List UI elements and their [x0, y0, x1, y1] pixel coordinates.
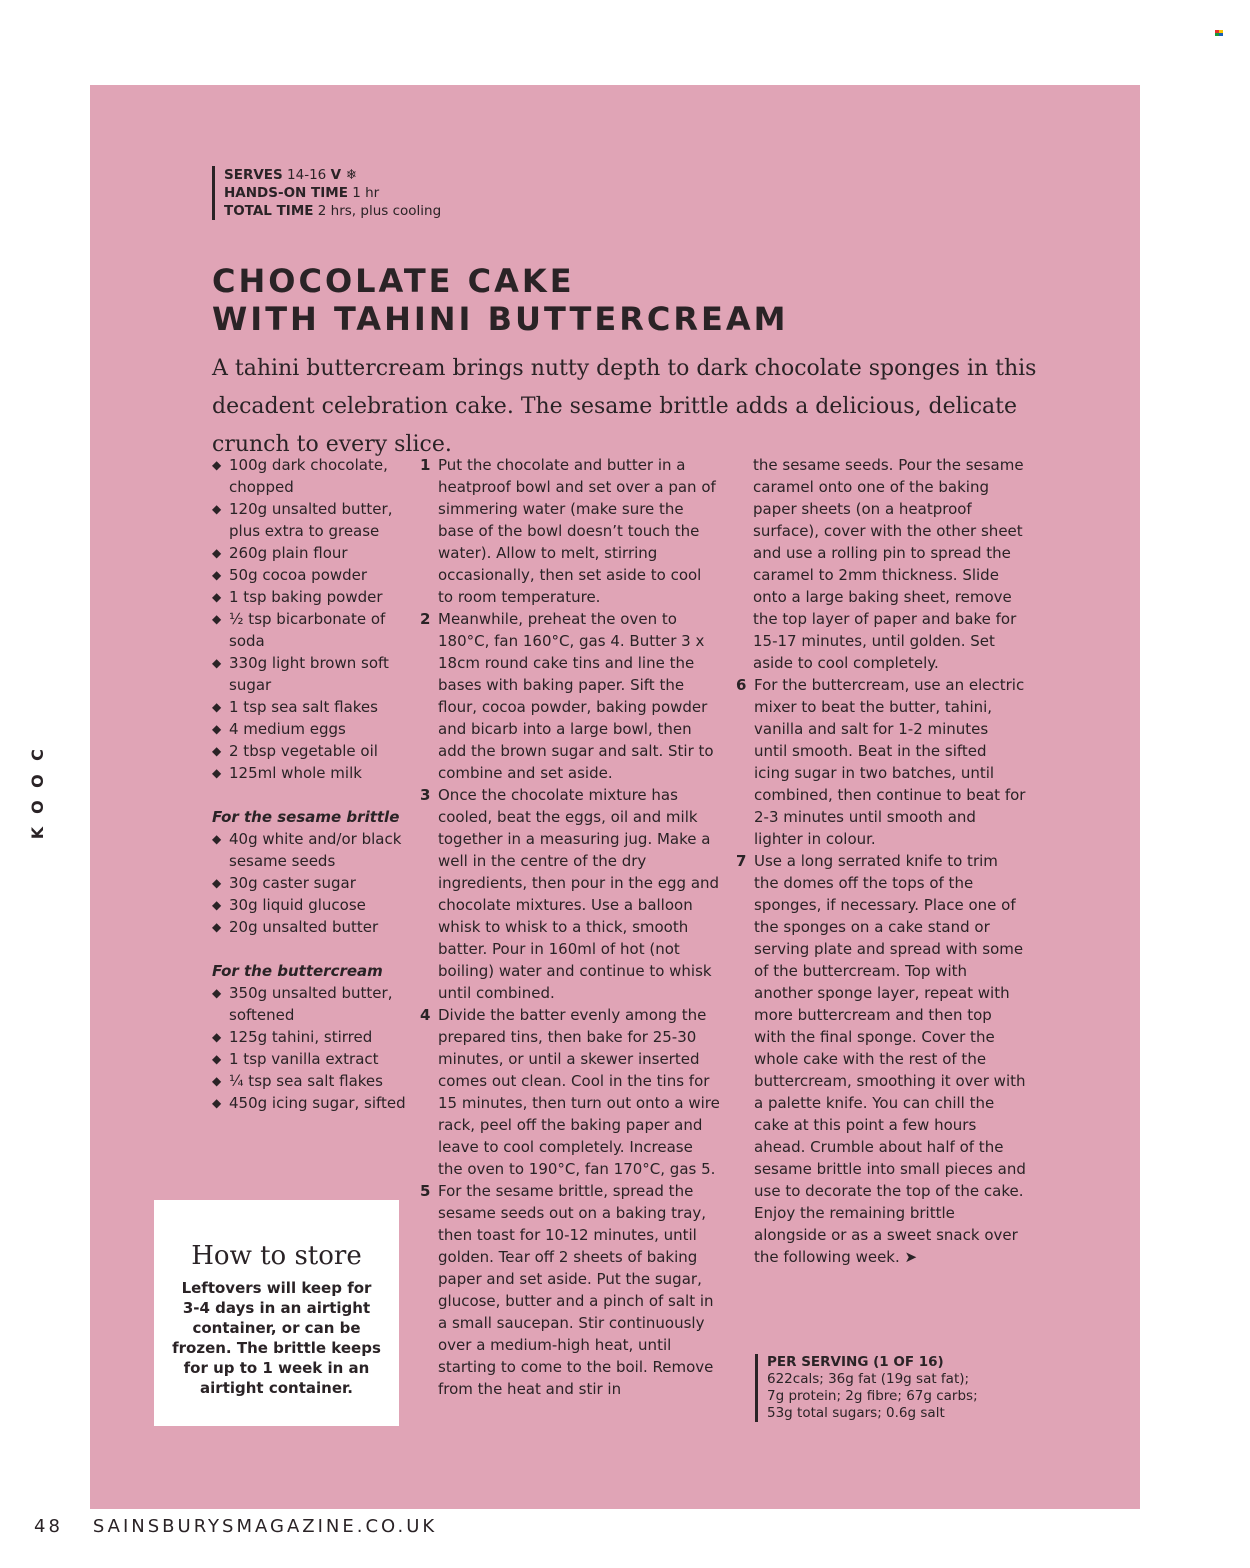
recipe-intro: A tahini buttercream brings nutty depth to dark chocolate sponges in this decadent celebration cake. The sesame brittle adds a delicious, delicate crunch to every slice.	[212, 356, 1037, 457]
step-5-continued: the sesame seeds. Pour the sesame caramel onto one of the baking paper sheets (on a heatproof surface), cover with the other sheet and use a rolling pin to spread the caramel to 2mm thickness. Slide onto a large baking sheet, remove the top layer of paper and bake for 15-17 minutes, until golden. Set aside to cool completely.	[753, 456, 1024, 672]
ingredient-item: ◆ 2 tbsp vegetable oil	[212, 740, 407, 762]
ingredient-item: ◆ 260g plain flour	[212, 542, 407, 564]
step-text: For the buttercream, use an electric mixer to beat the butter, tahini, vanilla and salt for 1-2 minutes until smooth. Beat in the sifted icing sugar in two batches, until combined, then continue to beat for 2-3 minutes until smooth and lighter in colour.	[754, 676, 1026, 848]
method-column-1	[420, 454, 720, 1400]
section-label	[28, 742, 50, 846]
page-footer	[34, 1516, 437, 1537]
step-text: Divide the batter evenly among the prepared tins, then bake for 25-30 minutes, or until a skewer inserted comes out clean. Cool in the tins for 15 minutes, then turn out onto a wire rack, peel off the baking paper and leave to cool completely. Increase the oven to 190°C, fan 170°C, gas 5.	[438, 1006, 720, 1178]
ingredient-item: ◆ 1 tsp sea salt flakes	[212, 696, 407, 718]
ingredient-item: ◆ 100g dark chocolate, chopped	[212, 454, 407, 498]
ingredient-item: ◆ 40g white and/or black sesame seeds	[212, 828, 407, 872]
nutrition-line-3: 53g total sugars; 0.6g salt	[767, 1405, 945, 1421]
ingredient-item: ◆ 1 tsp vanilla extract	[212, 1048, 407, 1070]
step-number: 6	[736, 676, 747, 694]
method-step	[736, 674, 1026, 850]
step-text: Once the chocolate mixture has cooled, beat the eggs, oil and milk together in a measuring jug. Make a well in the centre of the dry ingredients, then pour in the egg and chocolate mixtures. Use a balloon whisk to whisk to a thick, smooth batter. Pour in 160ml of hot (not boiling) water and continue to whisk until combined.	[438, 786, 720, 1002]
buttercream-heading: For the buttercream	[212, 962, 383, 980]
ingredient-item: ◆ 120g unsalted butter, plus extra to grease	[212, 498, 407, 542]
nutrition-line-1: 622cals; 36g fat (19g sat fat);	[767, 1371, 970, 1387]
ingredient-item: ◆ 450g icing sugar, sifted	[212, 1092, 407, 1114]
total-time-value: 2 hrs, plus cooling	[317, 203, 442, 219]
recipe-meta	[212, 166, 441, 220]
page-number: 48	[34, 1516, 63, 1537]
step-number: 1	[420, 456, 431, 474]
section-letter: O	[28, 774, 47, 788]
hands-on-value: 1 hr	[352, 185, 380, 201]
ingredients-column	[212, 454, 407, 1114]
nutrition-info	[755, 1354, 978, 1422]
ingredient-item: ◆ 125g tahini, stirred	[212, 1026, 407, 1048]
corner-flag-icon	[1215, 30, 1224, 37]
method-step	[736, 850, 1026, 1268]
ingredient-item: ◆ 30g caster sugar	[212, 872, 407, 894]
brittle-heading: For the sesame brittle	[212, 808, 400, 826]
step-number: 7	[736, 852, 747, 870]
step-number: 3	[420, 786, 431, 804]
serves-label: SERVES	[224, 167, 283, 183]
hands-on-label: HANDS-ON TIME	[224, 185, 348, 201]
method-step	[420, 454, 720, 608]
buttercream-list	[212, 982, 407, 1114]
ingredient-item: ◆ 330g light brown soft sugar	[212, 652, 407, 696]
step-number: 2	[420, 610, 431, 628]
section-letter: O	[28, 800, 47, 814]
step-text: Put the chocolate and butter in a heatproof bowl and set over a pan of simmering water (make sure the base of the bowl doesn’t touch the water). Allow to melt, stirring occasionally, then set aside to cool to room temperature.	[438, 456, 716, 606]
ingredient-item: ◆ 20g unsalted butter	[212, 916, 407, 938]
ingredient-item: ◆ 30g liquid glucose	[212, 894, 407, 916]
store-text: Leftovers will keep for 3-4 days in an airtight container, or can be frozen. The brittle keeps for up to 1 week in an airtight container.	[172, 1279, 381, 1397]
diet-icons: V ❄	[330, 167, 358, 183]
ingredients-list	[212, 454, 407, 784]
ingredient-item: ◆ ½ tsp bicarbonate of soda	[212, 608, 407, 652]
title-line-1: CHOCOLATE CAKE	[212, 262, 575, 300]
method-column-2	[736, 454, 1026, 1268]
method-step	[420, 784, 720, 1004]
site-url: SAINSBURYSMAGAZINE.CO.UK	[92, 1516, 438, 1537]
ingredient-item: ◆ ¼ tsp sea salt flakes	[212, 1070, 407, 1092]
title-line-2: WITH TAHINI BUTTERCREAM	[212, 300, 789, 338]
nutrition-line-2: 7g protein; 2g fibre; 67g carbs;	[767, 1388, 978, 1404]
total-time-label: TOTAL TIME	[224, 203, 314, 219]
step-text: Use a long serrated knife to trim the domes off the tops of the sponges, if necessary. Place one of the sponges on a cake stand or serving plate and spread with some of the buttercream. Top with another sponge layer, repeat with more buttercream and then top with the final sponge. Cover the whole cake with the rest of the buttercream, smoothing it over with a palette knife. You can chill the cake at this point a few hours ahead. Crumble about half of the sesame brittle into small pieces and use to decorate the top of the cake. Enjoy the remaining brittle alongside or as a sweet snack over the following week. ➤	[754, 852, 1026, 1266]
step-text: For the sesame brittle, spread the sesame seeds out on a baking tray, then toast for 10-12 minutes, until golden. Tear off 2 sheets of baking paper and set aside. Put the sugar, glucose, butter and a pinch of salt in a small saucepan. Stir continuously over a medium-high heat, until starting to come to the boil. Remove from the heat and stir in	[438, 1182, 714, 1398]
how-to-store-box	[154, 1200, 399, 1426]
method-step	[420, 1004, 720, 1180]
recipe-title	[212, 262, 788, 338]
ingredient-item: ◆ 50g cocoa powder	[212, 564, 407, 586]
step-text: Meanwhile, preheat the oven to 180°C, fan 160°C, gas 4. Butter 3 x 18cm round cake tins and line the bases with baking paper. Sift the flour, cocoa powder, baking powder and bicarb into a large bowl, then add the brown sugar and salt. Stir to combine and set aside.	[438, 610, 714, 782]
ingredient-item: ◆ 1 tsp baking powder	[212, 586, 407, 608]
section-letter: K	[28, 826, 47, 840]
method-step	[420, 608, 720, 784]
nutrition-heading: PER SERVING (1 OF 16)	[767, 1354, 944, 1370]
serves-value: 14-16	[287, 167, 327, 183]
step-number: 5	[420, 1182, 431, 1200]
step-number: 4	[420, 1006, 431, 1024]
brittle-list	[212, 828, 407, 938]
section-letter: C	[28, 749, 47, 761]
method-step	[420, 1180, 720, 1400]
ingredient-item: ◆ 125ml whole milk	[212, 762, 407, 784]
ingredient-item: ◆ 4 medium eggs	[212, 718, 407, 740]
store-title: How to store	[191, 1241, 362, 1271]
method-steps-6-7	[736, 674, 1026, 1268]
ingredient-item: ◆ 350g unsalted butter, softened	[212, 982, 407, 1026]
